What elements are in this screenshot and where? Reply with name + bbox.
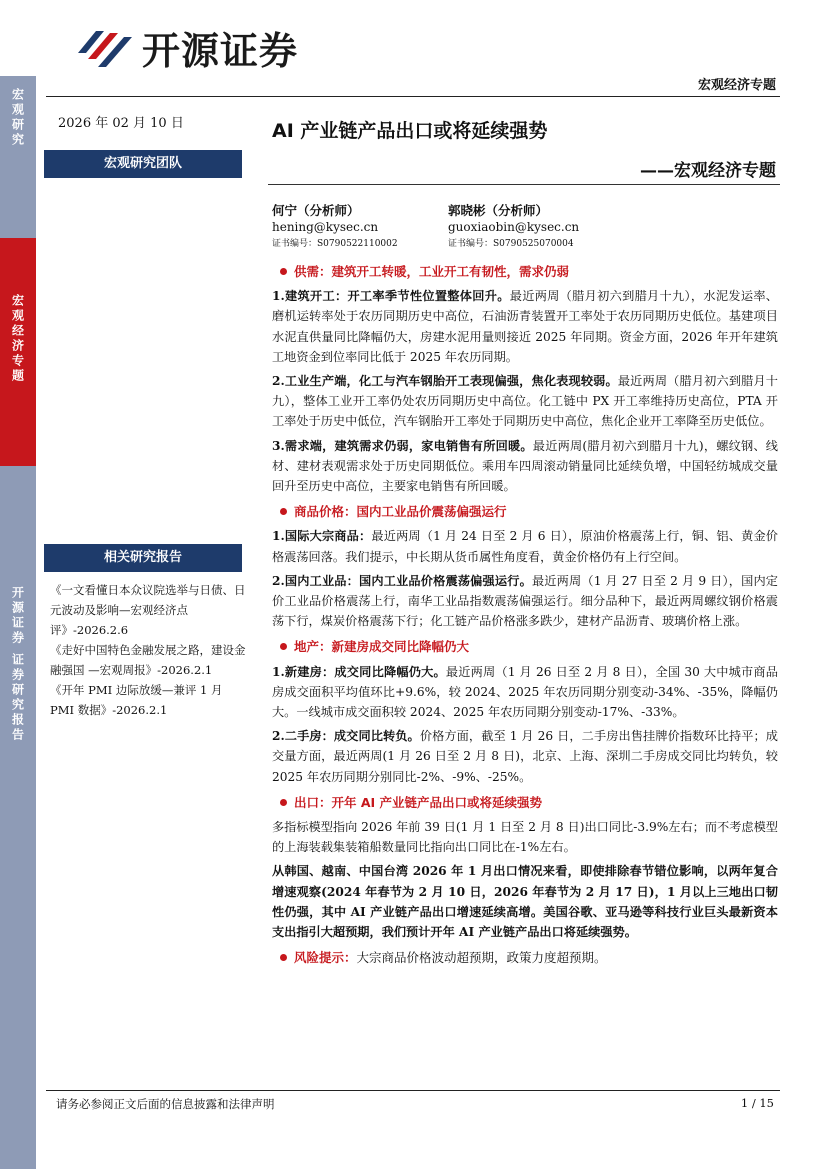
bullet-icon: [280, 954, 287, 961]
page-number: 1 / 15: [740, 1096, 774, 1110]
bullet-icon: [280, 799, 287, 806]
related-report-item[interactable]: 《开年 PMI 边际放缓—兼评 1 月 PMI 数据》-2026.2.1: [50, 683, 223, 717]
logo-text: 开源证券: [142, 28, 299, 73]
analyst-name: 何宁（分析师）: [272, 203, 360, 218]
analyst-name: 郭晓彬（分析师）: [448, 203, 549, 218]
paragraph: 1.建筑开工：开工率季节性位置整体回升。最近两周（腊月初六到腊月十九），水泥发运率、磨机运转率处于农历同期历史中高位，石油沥青装置开工率处于农历同期历史低位。基建项目水泥直供量同比降幅仍大，房建水泥用量则接近 2025 年同期。资金方面，2026 年开年建筑工地资金到位率同比低于 2025 年农历同期。: [272, 289, 778, 364]
paragraph-emphasis: 从韩国、越南、中国台湾 2026 年 1 月出口情况来看，即使排除春节错位影响，以两年复合增速观察(2024 年春节为 2 月 10 日，2026 年春节为 2 月 17 日)，1 月以上三地出口韧性仍强，其中 AI 产业链产品出口增速延续高增。美国谷歌、亚马逊等科技行业巨头最新资本支出指引大超预期，我们预计开年 AI 产业链产品出口将延续强势。: [272, 864, 778, 940]
paragraph: 1.国际大宗商品：最近两周（1 月 24 日至 2 月 6 日），原油价格震荡上行，铜、铝、黄金价格震荡回落。我们提示，中长期从货币属性角度看，黄金价格仍有上行空间。: [272, 529, 778, 564]
related-report-item[interactable]: 《走好中国特色金融发展之路，建设金融强国 —宏观周报》-2026.2.1: [50, 643, 246, 677]
section-heading-export: 出口：开年 AI 产业链产品出口或将延续强势: [272, 793, 778, 813]
paragraph: 1.新建房：成交同比降幅仍大。最近两周（1 月 26 日至 2 月 8 日），全国 30 大中城市商品房成交面积平均值环比+9.6%，较 2024、2025 年农历同期分别变动-34%、-35%，降幅仍大。一线城市成交面积较 2024、2025 年农历同期分别变动-17%、-33%。: [272, 664, 778, 720]
report-date: 2026 年 02 月 10 日: [58, 116, 184, 131]
analyst-email[interactable]: guoxiaobin@kysec.cn: [448, 220, 580, 234]
footer-divider: [46, 1090, 780, 1091]
paragraph: 2.二手房：成交同比转负。价格方面，截至 1 月 26 日，二手房出售挂牌价指数环比持平；成交量方面，最近两周(1 月 26 日至 2 月 8 日)，北京、上海、深圳二手房成交同比均转负，较 2025 年农历同期分别同比-2%、-9%、-25%。: [272, 729, 778, 784]
kaiyuan-logo-icon: [74, 23, 134, 71]
bullet-icon: [280, 643, 287, 650]
footer-disclaimer: 请务必参阅正文后面的信息披露和法律声明: [56, 1097, 275, 1111]
bullet-icon: [280, 268, 287, 275]
header-divider: [46, 96, 780, 97]
paragraph: 多指标模型指向 2026 年前 39 日(1 月 1 日至 2 月 8 日)出口同比-3.9%左右；而不考虑模型的上海装载集装箱船数量同比指向出口同比在-1%左右。: [272, 820, 778, 855]
team-label: 宏观研究团队: [44, 150, 242, 178]
title-divider: [268, 184, 780, 185]
analyst-cert: 证书编号：S0790522110002: [272, 239, 398, 249]
report-subtitle: ——宏观经济专题: [640, 161, 776, 181]
side-tab-securities-report: 开源证券 证券研究报告: [0, 466, 36, 1169]
side-tab-macro-research: 宏观研究: [0, 76, 36, 238]
related-reports-list: [50, 580, 246, 720]
report-body: [272, 262, 778, 969]
section-heading-real-estate: 地产：新建房成交同比降幅仍大: [272, 637, 778, 657]
section-heading-risk: 风险提示：大宗商品价格波动超预期，政策力度超预期。: [272, 948, 778, 968]
related-report-item[interactable]: 《一文看懂日本众议院选举与日债、日元波动及影响—宏观经济点评》-2026.2.6: [50, 583, 246, 637]
report-type-label: 宏观经济专题: [697, 78, 776, 93]
analyst-cert: 证书编号：S0790525070004: [448, 239, 574, 249]
analyst-email[interactable]: hening@kysec.cn: [272, 220, 379, 234]
paragraph: 3.需求端，建筑需求仍弱，家电销售有所回暖。最近两周(腊月初六到腊月十九)，螺纹钢、线材、建材表观需求处于历史同期低位。乘用车四周滚动销量同比延续负增，中国轻纺城成交量回升至历史中高位，主要家电销售有所回暖。: [272, 438, 778, 494]
paragraph: 2.工业生产端，化工与汽车钢胎开工表现偏强，焦化表现较弱。最近两周（腊月初六到腊月十九），整体工业开工率仍处农历同期历史中高位。化工链中 PX 开工率维持历史高位，PTA 开工率处于历史中低位，汽车钢胎开工率处于同期历史中高位，焦化企业开工率降至历史低位。: [272, 374, 778, 429]
bullet-icon: [280, 508, 287, 515]
related-reports-label: 相关研究报告: [44, 544, 242, 572]
paragraph: 2.国内工业品：国内工业品价格震荡偏强运行。最近两周（1 月 27 日至 2 月 9 日），国内定价工业品价格震荡上行，南华工业品指数震荡偏强运行。细分品种下，最近两周螺纹钢价格震荡下行，煤炭价格震荡下行；化工链产品价格涨多跌少，建材产品沥青、玻璃价格上涨。: [272, 573, 778, 629]
side-tab-macro-topic: 宏观经济专题: [0, 238, 36, 466]
section-heading-commodity: 商品价格：国内工业品价震荡偏强运行: [272, 502, 778, 522]
company-logo: [74, 22, 298, 72]
report-title: AI 产业链产品出口或将延续强势: [272, 120, 548, 142]
section-heading-supply-demand: 供需：建筑开工转暖，工业开工有韧性，需求仍弱: [272, 262, 778, 282]
analyst-card: [272, 202, 398, 253]
analyst-card: [448, 202, 579, 253]
